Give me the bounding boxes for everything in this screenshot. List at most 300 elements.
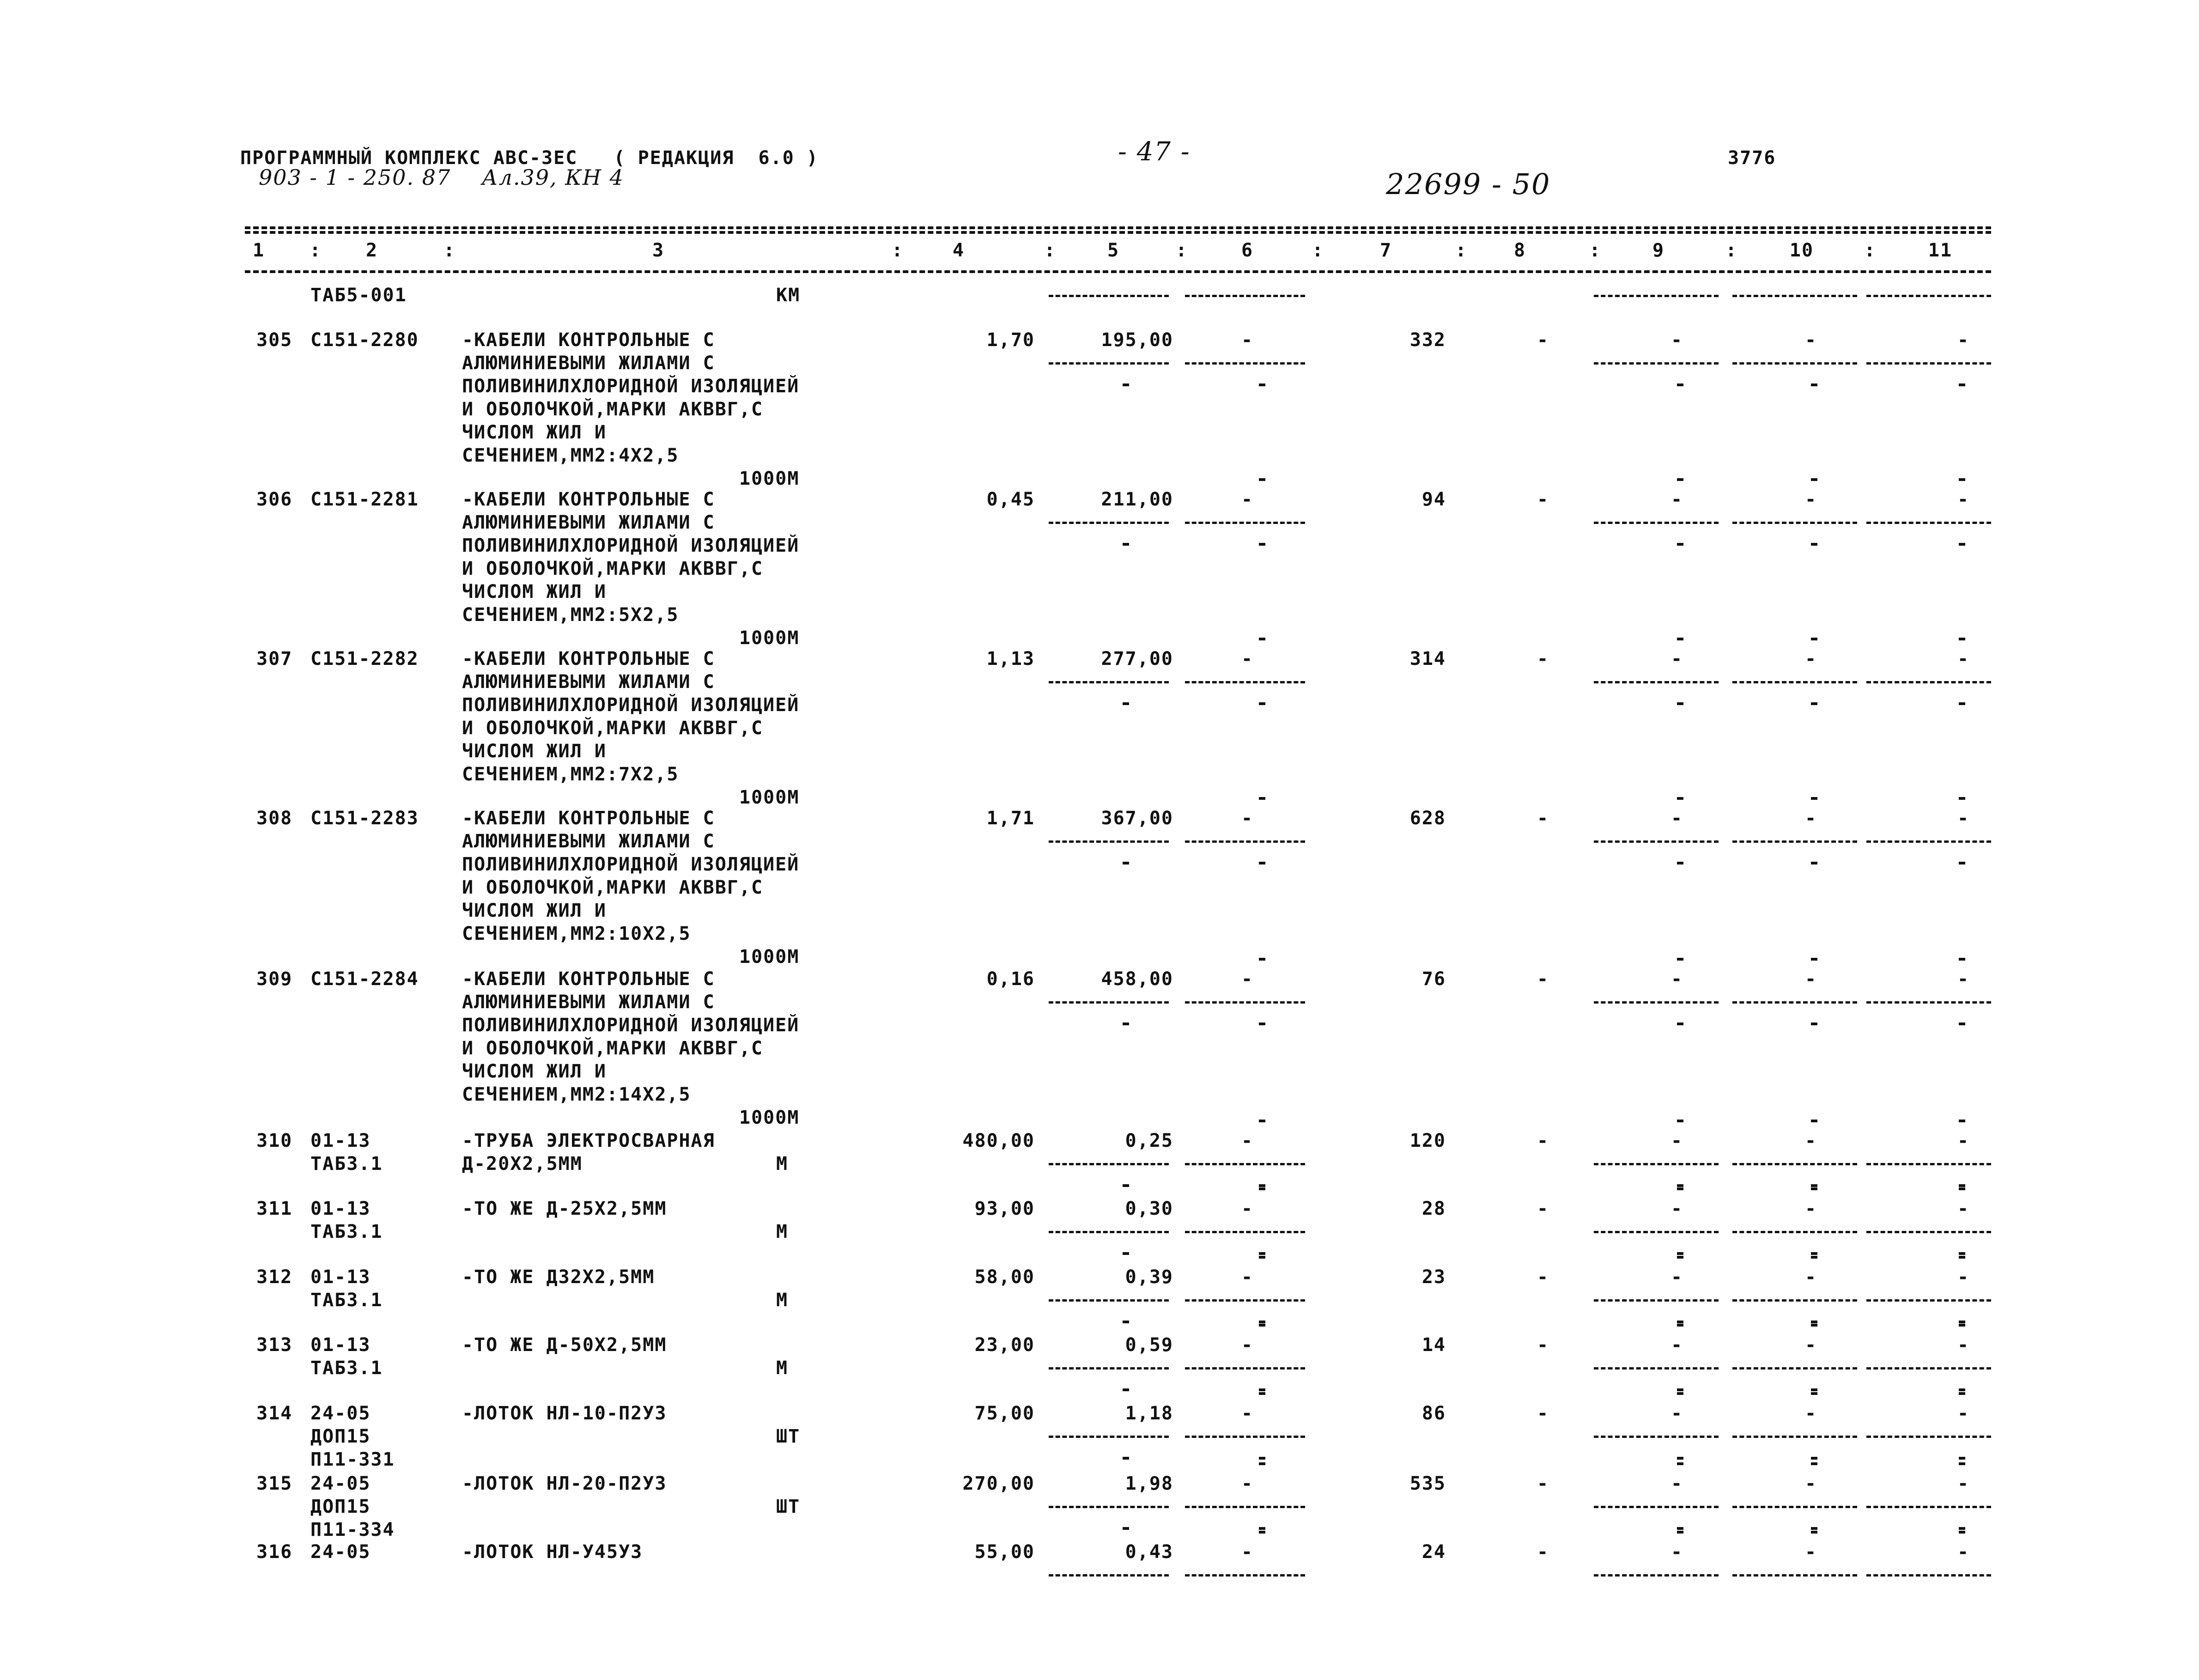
empty-value-mark — [1959, 1324, 1965, 1327]
cell-col7: 120 — [1409, 1130, 1446, 1151]
cell-col8: - — [1537, 648, 1549, 670]
column-header-3: 3 — [652, 240, 665, 261]
cell-col4: 1,70 — [986, 329, 1035, 351]
row-description: -КАБЕЛИ КОНТРОЛЬНЫЕ С — [462, 648, 715, 670]
row-description: СЕЧЕНИЕМ,ММ2:4Х2,5 — [462, 445, 679, 466]
cell-divider — [1049, 362, 1169, 365]
row-code: ТАБ3.1 — [310, 1153, 383, 1175]
cell-col4: 23,00 — [974, 1334, 1035, 1356]
cell-col7: 23 — [1421, 1266, 1446, 1288]
row-description: -ТО ЖЕ Д-25Х2,5ММ — [462, 1198, 667, 1219]
empty-value-mark — [1259, 1531, 1265, 1534]
row-code: ДОП15 — [310, 1496, 371, 1517]
cell-col7: 314 — [1409, 648, 1446, 670]
row-number: 311 — [256, 1198, 293, 1219]
cell-col11: - — [1957, 329, 1970, 351]
row-description: ПОЛИВИНИЛХЛОРИДНОЙ ИЗОЛЯЦИЕЙ — [462, 376, 800, 397]
row-code: ТАБ3.1 — [310, 1357, 383, 1379]
cell-col10: - — [1804, 1130, 1817, 1151]
cell-divider — [1732, 1231, 1857, 1233]
empty-value-mark — [1259, 383, 1265, 386]
cell-divider — [1732, 362, 1857, 365]
cell-divider — [1185, 1299, 1305, 1302]
row-description: ПОЛИВИНИЛХЛОРИДНОЙ ИЗОЛЯЦИЕЙ — [462, 854, 800, 875]
cell-col4: 0,16 — [986, 968, 1035, 990]
cell-col9: - — [1671, 489, 1683, 510]
cell-col6: - — [1241, 1541, 1254, 1563]
cell-divider — [1732, 1367, 1857, 1370]
column-separator: : — [1455, 240, 1468, 261]
column-header-4: 4 — [952, 240, 965, 261]
cell-col4: 270,00 — [962, 1473, 1035, 1494]
row-code: 24-05 — [310, 1473, 371, 1494]
cell-col8: - — [1537, 1541, 1549, 1563]
cell-col5: 0,25 — [1125, 1130, 1173, 1151]
empty-value-mark — [1677, 702, 1683, 705]
cell-col7: 535 — [1409, 1473, 1446, 1494]
cell-col7: 628 — [1409, 808, 1446, 829]
cell-col7: 28 — [1421, 1198, 1446, 1219]
row-description: ПОЛИВИНИЛХЛОРИДНОЙ ИЗОЛЯЦИЕЙ — [462, 694, 800, 716]
empty-value-mark — [1811, 862, 1817, 864]
empty-value-mark — [1123, 1184, 1129, 1187]
cell-col8: - — [1537, 808, 1549, 829]
column-header-5: 5 — [1107, 240, 1120, 261]
cell-divider — [1732, 1001, 1857, 1004]
empty-value-mark — [1677, 1392, 1683, 1395]
empty-value-mark — [1677, 1252, 1683, 1255]
empty-value-mark — [1959, 1023, 1965, 1025]
row-unit: 1000М — [739, 627, 800, 649]
cell-col8: - — [1537, 1198, 1549, 1219]
cell-divider — [1185, 1574, 1305, 1577]
cell-divider — [1049, 681, 1169, 683]
cell-col7: 24 — [1421, 1541, 1446, 1563]
row-description: -ЛОТОК НЛ-У45У3 — [462, 1541, 643, 1563]
cell-col5: 1,18 — [1125, 1403, 1173, 1424]
row-description: Д-20Х2,5ММ — [462, 1153, 583, 1175]
empty-value-mark — [1959, 1527, 1965, 1530]
empty-value-mark — [1959, 1321, 1965, 1323]
cell-divider — [1732, 522, 1857, 524]
empty-value-mark — [1677, 1256, 1683, 1259]
empty-value-mark — [1677, 1187, 1683, 1190]
cell-col6: - — [1241, 1266, 1254, 1288]
cell-divider — [1866, 1299, 1991, 1302]
cell-col4: 55,00 — [974, 1541, 1035, 1563]
empty-value-mark — [1677, 543, 1683, 546]
empty-value-mark — [1677, 958, 1683, 961]
top-line-code: ТАБ5-001 — [310, 285, 407, 306]
empty-value-mark — [1959, 1457, 1965, 1460]
column-separator: : — [892, 240, 904, 261]
row-code: 24-05 — [310, 1541, 371, 1563]
empty-value-mark — [1123, 1321, 1129, 1323]
column-separator: : — [1176, 240, 1188, 261]
empty-value-mark — [1677, 638, 1683, 640]
cell-col9: - — [1671, 1334, 1683, 1356]
row-rule — [1866, 295, 1991, 297]
row-unit: М — [776, 1290, 789, 1311]
cell-col6: - — [1241, 1198, 1254, 1219]
cell-divider — [1594, 1299, 1719, 1302]
row-unit: М — [776, 1357, 789, 1379]
cell-col6: - — [1241, 1130, 1254, 1151]
cell-divider — [1866, 362, 1991, 365]
row-description: -КАБЕЛИ КОНТРОЛЬНЫЕ С — [462, 329, 715, 351]
empty-value-mark — [1677, 1324, 1683, 1327]
row-description: СЕЧЕНИЕМ,ММ2:5Х2,5 — [462, 604, 679, 626]
empty-value-mark — [1259, 478, 1265, 481]
row-code: 01-13 — [310, 1198, 371, 1219]
column-header-6: 6 — [1241, 240, 1254, 261]
cell-col5: 0,30 — [1125, 1198, 1173, 1219]
row-code: 01-13 — [310, 1130, 371, 1151]
empty-value-mark — [1811, 1527, 1817, 1530]
cell-col5: 0,39 — [1125, 1266, 1173, 1288]
empty-value-mark — [1123, 1388, 1129, 1391]
cell-divider — [1732, 1163, 1857, 1165]
empty-value-mark — [1677, 1527, 1683, 1530]
empty-value-mark — [1959, 1462, 1965, 1465]
empty-value-mark — [1959, 958, 1965, 961]
cell-col8: - — [1537, 968, 1549, 990]
handwritten-document-code: 22699 - 50 — [1386, 167, 1551, 201]
cell-divider — [1594, 1163, 1719, 1165]
column-separator: : — [1044, 240, 1057, 261]
row-description: -ЛОТОК НЛ-20-П2У3 — [462, 1473, 667, 1494]
column-header-9: 9 — [1652, 240, 1665, 261]
cell-col8: - — [1537, 1266, 1549, 1288]
empty-value-mark — [1259, 1388, 1265, 1391]
empty-value-mark — [1811, 1023, 1817, 1025]
empty-value-mark — [1811, 958, 1817, 961]
row-description: -ТО ЖЕ Д-50Х2,5ММ — [462, 1334, 667, 1356]
row-description: ЧИСЛОМ ЖИЛ И — [462, 741, 607, 762]
empty-value-mark — [1959, 1252, 1965, 1255]
cell-col9: - — [1671, 1130, 1683, 1151]
row-unit: М — [776, 1153, 789, 1175]
column-header-7: 7 — [1379, 240, 1392, 261]
row-number: 306 — [256, 489, 293, 510]
empty-value-mark — [1677, 862, 1683, 864]
empty-value-mark — [1259, 1187, 1265, 1190]
cell-divider — [1866, 840, 1991, 843]
empty-value-mark — [1259, 797, 1265, 800]
row-code: ТАБ3.1 — [310, 1221, 383, 1242]
row-description: И ОБОЛОЧКОЙ,МАРКИ АКВВГ,С — [462, 718, 764, 739]
column-separator: : — [443, 240, 456, 261]
row-description: АЛЮМИНИЕВЫМИ ЖИЛАМИ С — [462, 671, 715, 693]
row-description: И ОБОЛОЧКОЙ,МАРКИ АКВВГ,С — [462, 399, 764, 420]
cell-col9: - — [1671, 1198, 1683, 1219]
empty-value-mark — [1259, 1457, 1265, 1460]
empty-value-mark — [1959, 797, 1965, 800]
cell-col11: - — [1957, 1130, 1970, 1151]
empty-value-mark — [1677, 1120, 1683, 1122]
cell-col10: - — [1804, 1473, 1817, 1494]
empty-value-mark — [1811, 478, 1817, 481]
cell-col10: - — [1804, 1266, 1817, 1288]
cell-divider — [1049, 1367, 1169, 1370]
cell-col8: - — [1537, 1403, 1549, 1424]
cell-col5: 211,00 — [1101, 489, 1173, 510]
empty-value-mark — [1123, 1457, 1129, 1460]
cell-col8: - — [1537, 329, 1549, 351]
row-description: И ОБОЛОЧКОЙ,МАРКИ АКВВГ,С — [462, 558, 764, 579]
cell-col5: 0,43 — [1125, 1541, 1173, 1563]
row-description: ЧИСЛОМ ЖИЛ И — [462, 581, 607, 603]
cell-col6: - — [1241, 329, 1254, 351]
cell-col7: 94 — [1421, 489, 1446, 510]
row-number: 309 — [256, 968, 293, 990]
page-number: - 47 - — [1118, 137, 1191, 167]
row-description: -КАБЕЛИ КОНТРОЛЬНЫЕ С — [462, 968, 715, 990]
cell-col4: 93,00 — [974, 1198, 1035, 1219]
cell-col10: - — [1804, 489, 1817, 510]
row-code: ТАБ3.1 — [310, 1290, 383, 1311]
row-description: СЕЧЕНИЕМ,ММ2:14Х2,5 — [462, 1084, 691, 1105]
cell-col6: - — [1241, 1403, 1254, 1424]
row-description: И ОБОЛОЧКОЙ,МАРКИ АКВВГ,С — [462, 877, 764, 898]
cell-divider — [1866, 1001, 1991, 1004]
cell-divider — [1866, 1436, 1991, 1438]
cell-divider — [1732, 1574, 1857, 1577]
empty-value-mark — [1811, 1388, 1817, 1391]
row-unit: 1000М — [739, 787, 800, 808]
cell-col9: - — [1671, 1266, 1683, 1288]
row-number: 308 — [256, 808, 293, 829]
empty-value-mark — [1811, 1321, 1817, 1323]
empty-value-mark — [1811, 1457, 1817, 1460]
cell-col5: 367,00 — [1101, 808, 1173, 829]
empty-value-mark — [1677, 1023, 1683, 1025]
row-number: 313 — [256, 1334, 293, 1356]
row-description: ЧИСЛОМ ЖИЛ И — [462, 1061, 607, 1082]
cell-col6: - — [1241, 968, 1254, 990]
row-unit: ШТ — [776, 1496, 801, 1517]
cell-divider — [1732, 1436, 1857, 1438]
row-description: АЛЮМИНИЕВЫМИ ЖИЛАМИ С — [462, 831, 715, 852]
cell-col4: 75,00 — [974, 1403, 1035, 1424]
empty-value-mark — [1959, 1256, 1965, 1259]
row-number: 315 — [256, 1473, 293, 1494]
empty-value-mark — [1259, 1321, 1265, 1323]
row-description: -ТО ЖЕ Д32Х2,5ММ — [462, 1266, 655, 1288]
empty-value-mark — [1959, 383, 1965, 386]
cell-col8: - — [1537, 1130, 1549, 1151]
cell-divider — [1866, 681, 1991, 683]
cell-divider — [1732, 1506, 1857, 1508]
empty-value-mark — [1123, 543, 1129, 546]
cell-divider — [1866, 1506, 1991, 1508]
row-description: ПОЛИВИНИЛХЛОРИДНОЙ ИЗОЛЯЦИЕЙ — [462, 1015, 800, 1036]
cell-col10: - — [1804, 1334, 1817, 1356]
cell-divider — [1185, 1001, 1305, 1004]
row-description: АЛЮМИНИЕВЫМИ ЖИЛАМИ С — [462, 512, 715, 533]
empty-value-mark — [1959, 1184, 1965, 1187]
empty-value-mark — [1811, 1256, 1817, 1259]
empty-value-mark — [1677, 1531, 1683, 1534]
row-description: АЛЮМИНИЕВЫМИ ЖИЛАМИ С — [462, 992, 715, 1013]
row-number: 314 — [256, 1403, 293, 1424]
cell-divider — [1049, 1231, 1169, 1233]
cell-col7: 14 — [1421, 1334, 1446, 1356]
cell-divider — [1049, 840, 1169, 843]
empty-value-mark — [1123, 383, 1129, 386]
cell-col4: 1,71 — [986, 808, 1035, 829]
cell-divider — [1594, 362, 1719, 365]
cell-col11: - — [1957, 968, 1970, 990]
cell-divider — [1594, 1506, 1719, 1508]
row-number: 310 — [256, 1130, 293, 1151]
empty-value-mark — [1811, 1252, 1817, 1255]
empty-value-mark — [1959, 1187, 1965, 1190]
row-number: 312 — [256, 1266, 293, 1288]
empty-value-mark — [1959, 478, 1965, 481]
cell-col5: 0,59 — [1125, 1334, 1173, 1356]
cell-divider — [1866, 1574, 1991, 1577]
cell-col5: 458,00 — [1101, 968, 1173, 990]
cell-divider — [1185, 840, 1305, 843]
empty-value-mark — [1259, 543, 1265, 546]
cell-divider — [1185, 522, 1305, 524]
row-rule — [1594, 295, 1719, 297]
row-description: -ЛОТОК НЛ-10-П2У3 — [462, 1403, 667, 1424]
empty-value-mark — [1677, 1462, 1683, 1465]
empty-value-mark — [1811, 638, 1817, 640]
empty-value-mark — [1677, 797, 1683, 800]
column-header-11: 11 — [1928, 240, 1953, 261]
cell-divider — [1185, 1367, 1305, 1370]
cell-col10: - — [1804, 329, 1817, 351]
cell-col11: - — [1957, 1266, 1970, 1288]
empty-value-mark — [1811, 1120, 1817, 1122]
cell-divider — [1594, 1367, 1719, 1370]
column-header-10: 10 — [1789, 240, 1814, 261]
empty-value-mark — [1259, 1252, 1265, 1255]
row-code: С151-2283 — [310, 808, 419, 829]
cell-divider — [1049, 1163, 1169, 1165]
cell-col9: - — [1671, 648, 1683, 670]
cell-divider — [1049, 1299, 1169, 1302]
cell-col6: - — [1241, 489, 1254, 510]
empty-value-mark — [1811, 1187, 1817, 1190]
cell-col4: 480,00 — [962, 1130, 1035, 1151]
empty-value-mark — [1959, 638, 1965, 640]
empty-value-mark — [1959, 702, 1965, 705]
column-header-2: 2 — [365, 240, 378, 261]
empty-value-mark — [1959, 1120, 1965, 1122]
cell-col8: - — [1537, 489, 1549, 510]
cell-divider — [1594, 1001, 1719, 1004]
empty-value-mark — [1959, 862, 1965, 864]
empty-value-mark — [1259, 862, 1265, 864]
cell-divider — [1049, 1574, 1169, 1577]
row-code: ДОП15 — [310, 1426, 371, 1447]
cell-divider — [1866, 1367, 1991, 1370]
row-code: С151-2280 — [310, 329, 419, 351]
empty-value-mark — [1811, 1184, 1817, 1187]
empty-value-mark — [1259, 638, 1265, 640]
empty-value-mark — [1123, 702, 1129, 705]
empty-value-mark — [1677, 1184, 1683, 1187]
column-header-8: 8 — [1513, 240, 1526, 261]
sheet-number: 3776 — [1728, 147, 1776, 169]
cell-col10: - — [1804, 968, 1817, 990]
row-unit: 1000М — [739, 1107, 800, 1128]
empty-value-mark — [1123, 1527, 1129, 1530]
row-description: -КАБЕЛИ КОНТРОЛЬНЫЕ С — [462, 489, 715, 510]
row-rule — [1185, 295, 1305, 297]
cell-divider — [1594, 1574, 1719, 1577]
column-header-1: 1 — [252, 240, 265, 261]
cell-divider — [1866, 1163, 1991, 1165]
program-header: ПРОГРАММНЫЙ КОМПЛЕКС АВС-3ЕС ( РЕДАКЦИЯ 6.0 ) — [240, 147, 819, 169]
column-separator: : — [1864, 240, 1877, 261]
column-separator: : — [1725, 240, 1738, 261]
empty-value-mark — [1811, 1462, 1817, 1465]
empty-value-mark — [1959, 1392, 1965, 1395]
cell-divider — [1185, 1436, 1305, 1438]
row-description: И ОБОЛОЧКОЙ,МАРКИ АКВВГ,С — [462, 1038, 764, 1059]
cell-col9: - — [1671, 1403, 1683, 1424]
empty-value-mark — [1259, 1392, 1265, 1395]
row-rule — [1732, 295, 1857, 297]
row-number: 307 — [256, 648, 293, 670]
cell-col10: - — [1804, 648, 1817, 670]
cell-col7: 86 — [1421, 1403, 1446, 1424]
row-code: 01-13 — [310, 1334, 371, 1356]
empty-value-mark — [1677, 383, 1683, 386]
cell-col10: - — [1804, 1541, 1817, 1563]
cell-col11: - — [1957, 1473, 1970, 1494]
empty-value-mark — [1259, 1184, 1265, 1187]
cell-divider — [1594, 522, 1719, 524]
cell-divider — [1185, 1163, 1305, 1165]
cell-divider — [1185, 1506, 1305, 1508]
empty-value-mark — [1811, 1324, 1817, 1327]
empty-value-mark — [1811, 543, 1817, 546]
cell-divider — [1594, 1436, 1719, 1438]
cell-col5: 277,00 — [1101, 648, 1173, 670]
empty-value-mark — [1123, 1252, 1129, 1255]
row-unit: М — [776, 1221, 789, 1242]
cell-divider — [1185, 1231, 1305, 1233]
column-separator: : — [310, 240, 322, 261]
row-description: -КАБЕЛИ КОНТРОЛЬНЫЕ С — [462, 808, 715, 829]
cell-divider — [1594, 681, 1719, 683]
cell-col11: - — [1957, 648, 1970, 670]
row-description: -ТРУБА ЭЛЕКТРОСВАРНАЯ — [462, 1130, 715, 1151]
empty-value-mark — [1123, 862, 1129, 864]
cell-col11: - — [1957, 808, 1970, 829]
cell-col8: - — [1537, 1473, 1549, 1494]
row-unit: 1000М — [739, 468, 800, 489]
cell-divider — [1732, 840, 1857, 843]
top-rule — [245, 226, 1991, 229]
column-separator: : — [1312, 240, 1324, 261]
cell-divider — [1866, 522, 1991, 524]
cell-col7: 76 — [1421, 968, 1446, 990]
cell-col6: - — [1241, 648, 1254, 670]
cell-divider — [1049, 1001, 1169, 1004]
row-unit: ШТ — [776, 1426, 801, 1447]
row-description: СЕЧЕНИЕМ,ММ2:7Х2,5 — [462, 764, 679, 785]
row-code: П11-331 — [310, 1449, 395, 1470]
empty-value-mark — [1959, 1531, 1965, 1534]
cell-divider — [1185, 681, 1305, 683]
